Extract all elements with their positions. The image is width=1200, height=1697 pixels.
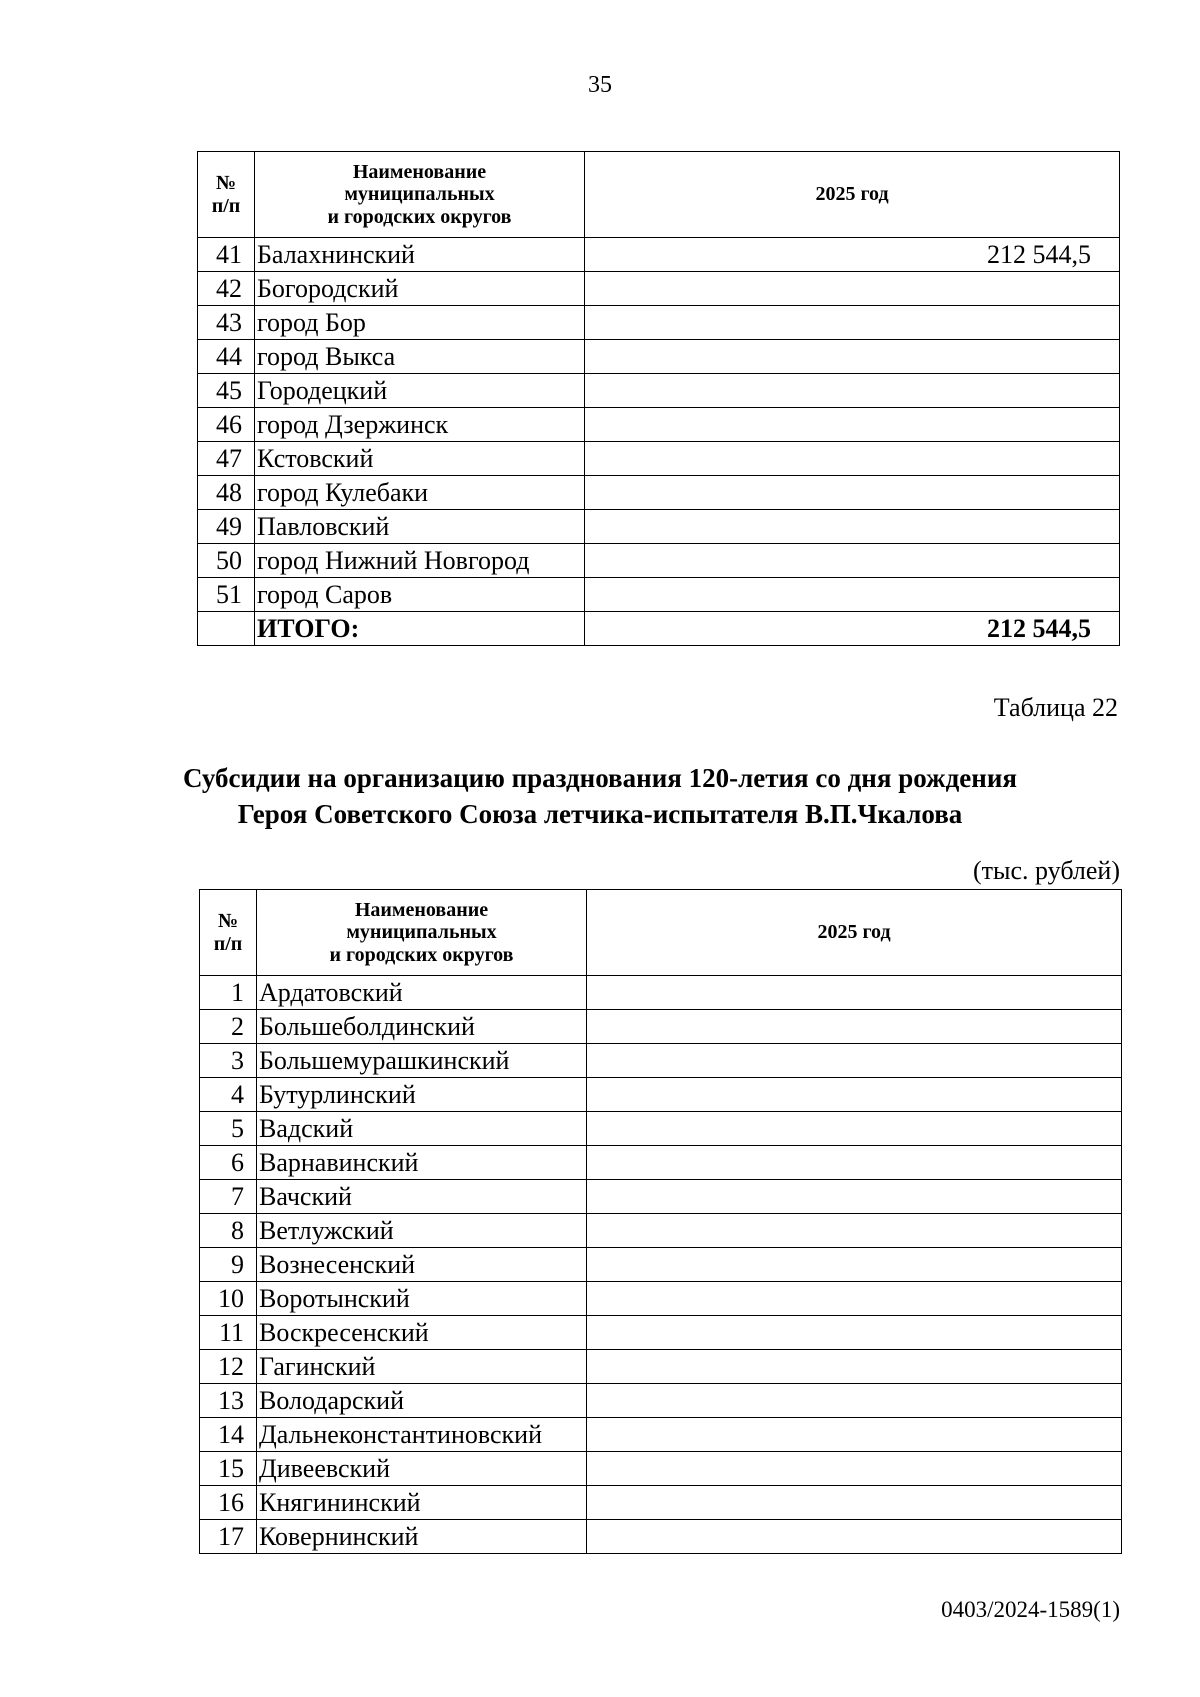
row-number: 41 (198, 238, 255, 272)
row-name: Воротынский (257, 1282, 587, 1316)
row-number: 13 (200, 1384, 257, 1418)
table-row (200, 1010, 1122, 1044)
header-year: 2025 год (585, 152, 1120, 238)
row-name: Бутурлинский (257, 1078, 587, 1112)
section-title-line2: Героя Советского Союза летчика-испытателя В.П.Чкалова (237, 799, 963, 829)
header-num: № п/п (198, 152, 255, 238)
table-row (200, 1350, 1122, 1384)
table-row (198, 374, 1120, 408)
total-num (198, 612, 255, 646)
row-name: Ветлужский (257, 1214, 587, 1248)
row-value (587, 1010, 1122, 1044)
row-value (587, 1452, 1122, 1486)
row-value (585, 442, 1120, 476)
row-name: Воскресенский (257, 1316, 587, 1350)
row-value (587, 1146, 1122, 1180)
row-name: Ардатовский (257, 976, 587, 1010)
row-value (587, 1078, 1122, 1112)
row-value (587, 1486, 1122, 1520)
row-value (587, 1350, 1122, 1384)
table-chkalov-subsidies (199, 889, 1122, 1554)
row-name: Городецкий (255, 374, 585, 408)
row-value (587, 1214, 1122, 1248)
row-value (585, 408, 1120, 442)
table-row (200, 1452, 1122, 1486)
table-subsidies-continued (197, 151, 1120, 646)
row-value (587, 1282, 1122, 1316)
table-row (198, 510, 1120, 544)
row-number: 45 (198, 374, 255, 408)
table-row (200, 1078, 1122, 1112)
row-value (585, 544, 1120, 578)
table-row (198, 306, 1120, 340)
row-number: 44 (198, 340, 255, 374)
table-label: Таблица 22 (993, 693, 1118, 722)
row-name: Ковернинский (257, 1520, 587, 1554)
row-value (587, 976, 1122, 1010)
table-row (200, 1520, 1122, 1554)
row-number: 17 (200, 1520, 257, 1554)
row-number: 43 (198, 306, 255, 340)
row-value (587, 1520, 1122, 1554)
total-value: 212 544,5 (585, 612, 1120, 646)
row-number: 14 (200, 1418, 257, 1452)
row-name: Гагинский (257, 1350, 587, 1384)
table-row (200, 1384, 1122, 1418)
table-header-row (200, 890, 1122, 976)
row-value (585, 340, 1120, 374)
table-row (198, 578, 1120, 612)
row-value (587, 1044, 1122, 1078)
row-value (587, 1384, 1122, 1418)
row-number: 9 (200, 1248, 257, 1282)
row-name: Вачский (257, 1180, 587, 1214)
table-row (198, 476, 1120, 510)
row-number: 50 (198, 544, 255, 578)
total-row (198, 612, 1120, 646)
row-name: Княгининский (257, 1486, 587, 1520)
row-name: Дальнеконстантиновский (257, 1418, 587, 1452)
row-name: город Саров (255, 578, 585, 612)
row-name: Большеболдинский (257, 1010, 587, 1044)
row-number: 2 (200, 1010, 257, 1044)
row-number: 5 (200, 1112, 257, 1146)
header-name: Наименование муниципальных и городских округов (257, 890, 587, 976)
units-label: (тыс. рублей) (972, 856, 1120, 885)
row-name: Варнавинский (257, 1146, 587, 1180)
page-number: 35 (588, 72, 612, 98)
row-number: 10 (200, 1282, 257, 1316)
table-row (198, 272, 1120, 306)
table-row (198, 544, 1120, 578)
row-value (585, 374, 1120, 408)
row-number: 51 (198, 578, 255, 612)
table-header-row (198, 152, 1120, 238)
row-number: 12 (200, 1350, 257, 1384)
row-number: 15 (200, 1452, 257, 1486)
document-code: 0403/2024-1589(1) (941, 1597, 1120, 1622)
row-name: Кстовский (255, 442, 585, 476)
row-name: Павловский (255, 510, 585, 544)
table-row (200, 976, 1122, 1010)
row-value (587, 1112, 1122, 1146)
row-name: Богородский (255, 272, 585, 306)
row-value (585, 510, 1120, 544)
row-value (587, 1180, 1122, 1214)
row-name: Вознесенский (257, 1248, 587, 1282)
table-row (200, 1248, 1122, 1282)
table-row (198, 340, 1120, 374)
row-number: 48 (198, 476, 255, 510)
row-name: Большемурашкинский (257, 1044, 587, 1078)
row-name: Вадский (257, 1112, 587, 1146)
row-value (587, 1316, 1122, 1350)
row-name: Дивеевский (257, 1452, 587, 1486)
header-year: 2025 год (587, 890, 1122, 976)
section-title (0, 760, 1200, 832)
row-name: город Дзержинск (255, 408, 585, 442)
row-number: 49 (198, 510, 255, 544)
row-name: Володарский (257, 1384, 587, 1418)
row-number: 8 (200, 1214, 257, 1248)
row-number: 46 (198, 408, 255, 442)
row-number: 4 (200, 1078, 257, 1112)
row-number: 11 (200, 1316, 257, 1350)
table-row (200, 1418, 1122, 1452)
row-value (585, 306, 1120, 340)
section-title-line1: Субсидии на организацию празднования 120-летия со дня рождения (183, 763, 1017, 793)
row-name: город Выкса (255, 340, 585, 374)
table-row (200, 1180, 1122, 1214)
table-body (198, 238, 1120, 646)
row-number: 3 (200, 1044, 257, 1078)
header-num: № п/п (200, 890, 257, 976)
row-number: 7 (200, 1180, 257, 1214)
row-name: Балахнинский (255, 238, 585, 272)
table-row (200, 1112, 1122, 1146)
row-value (585, 578, 1120, 612)
row-name: город Нижний Новгород (255, 544, 585, 578)
row-number: 6 (200, 1146, 257, 1180)
row-name: город Кулебаки (255, 476, 585, 510)
table-row (200, 1486, 1122, 1520)
row-value (587, 1418, 1122, 1452)
row-number: 47 (198, 442, 255, 476)
row-number: 1 (200, 976, 257, 1010)
table-row (198, 238, 1120, 272)
table-row (200, 1316, 1122, 1350)
table-row (198, 408, 1120, 442)
row-number: 42 (198, 272, 255, 306)
table-row (200, 1282, 1122, 1316)
row-value (587, 1248, 1122, 1282)
table-row (200, 1146, 1122, 1180)
table-row (200, 1214, 1122, 1248)
table-row (198, 442, 1120, 476)
row-value: 212 544,5 (585, 238, 1120, 272)
row-value (585, 476, 1120, 510)
header-name: Наименование муниципальных и городских округов (255, 152, 585, 238)
table-row (200, 1044, 1122, 1078)
row-number: 16 (200, 1486, 257, 1520)
table-body (200, 976, 1122, 1554)
row-name: город Бор (255, 306, 585, 340)
total-label: ИТОГО: (255, 612, 585, 646)
row-value (585, 272, 1120, 306)
